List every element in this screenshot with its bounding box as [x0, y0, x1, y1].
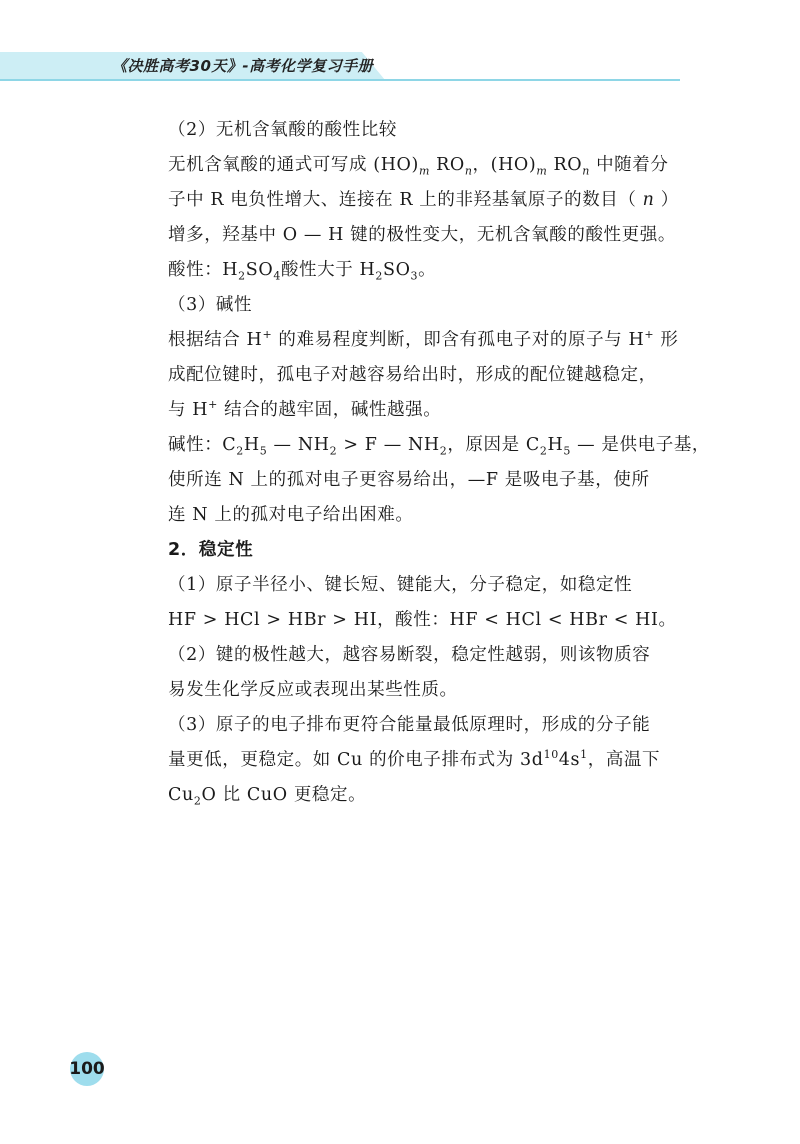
text-line: [168, 253, 688, 288]
page-header: [0, 52, 800, 82]
text-fragment: 2: [439, 444, 448, 458]
text-fragment: 5: [259, 444, 268, 458]
page-number-badge: 100: [70, 1052, 104, 1086]
text-fragment: 2: [193, 794, 202, 808]
text-line: [168, 743, 688, 778]
text-fragment: ，原因是 C: [447, 435, 540, 455]
text-fragment: H: [243, 435, 260, 455]
text-fragment: H: [547, 435, 564, 455]
text-fragment: 子中 R 电负性增大、连接在 R 上的非羟基氧原子的数目（: [168, 190, 643, 210]
text-line: （1）原子半径小、键长短、键能大，分子稳定，如稳定性: [168, 575, 633, 595]
text-fragment: +: [208, 398, 218, 412]
text-line: （2）无机含氧酸的酸性比较: [168, 120, 397, 140]
text-fragment: 1: [580, 748, 588, 762]
text-fragment: m: [536, 164, 548, 178]
text-fragment: ）: [654, 190, 679, 210]
text-line: 增多，羟基中 O — H 键的极性变大，无机含氧酸的酸性更强。: [168, 225, 676, 245]
text-fragment: SO: [382, 260, 411, 280]
text-line: （3）碱性: [168, 295, 253, 315]
text-line: （2）键的极性越大，越容易断裂，稳定性越弱，则该物质容: [168, 645, 651, 665]
book-title: 《决胜高考30天》-高考化学复习手册: [112, 57, 374, 75]
text-fragment: 无机含氧酸的通式可写成 (HO): [168, 155, 419, 175]
text-fragment: 的难易程度判断，即含有孤电子对的原子与 H: [272, 330, 645, 350]
text-fragment: ，(HO): [472, 155, 537, 175]
text-fragment: 2: [539, 444, 548, 458]
text-line: （3）原子的电子排布更符合能量最低原理时，形成的分子能: [168, 715, 651, 735]
text-fragment: n: [642, 190, 655, 210]
text-fragment: 中随着分: [589, 155, 669, 175]
text-line: [168, 428, 711, 463]
text-fragment: 酸性：H: [168, 260, 239, 280]
text-fragment: 根据结合 H: [168, 330, 263, 350]
text-line: [168, 393, 688, 428]
text-line: [168, 183, 688, 218]
text-fragment: 2: [236, 444, 244, 458]
section-heading: 2．稳定性: [168, 540, 254, 560]
text-fragment: 2: [375, 269, 383, 283]
text-line: [168, 323, 688, 358]
text-fragment: RO: [429, 155, 465, 175]
text-fragment: 4: [273, 269, 281, 283]
text-fragment: 3: [410, 269, 419, 283]
text-line: [168, 778, 688, 813]
text-fragment: 5: [563, 444, 571, 458]
text-fragment: SO: [245, 260, 274, 280]
text-fragment: 量更低，更稳定。如 Cu 的价电子排布式为 3d: [168, 750, 544, 770]
text-fragment: 4s: [558, 750, 581, 770]
page-body: [168, 113, 711, 813]
text-line: HF > HCl > HBr > HI，酸性：HF < HCl < HBr < HI。: [168, 610, 677, 630]
text-line: 成配位键时，孤电子对越容易给出时，形成的配位键越稳定，: [168, 365, 657, 385]
text-fragment: +: [262, 328, 273, 342]
text-fragment: 碱性：C: [168, 435, 237, 455]
text-line: [168, 148, 688, 183]
text-fragment: 2: [329, 444, 338, 458]
text-line: 连 N 上的孤对电子给出困难。: [168, 505, 414, 525]
text-fragment: 酸性大于 H: [280, 260, 376, 280]
text-fragment: — 是供电子基，: [571, 435, 711, 455]
text-fragment: 结合的越牢固，碱性越强。: [217, 400, 442, 420]
text-fragment: n: [582, 164, 590, 178]
text-fragment: 2: [238, 269, 246, 283]
text-fragment: Cu: [168, 785, 194, 805]
text-fragment: O 比 CuO 更稳定。: [201, 785, 367, 805]
text-line: 易发生化学反应或表现出某些性质。: [168, 680, 458, 700]
text-fragment: 形: [654, 330, 679, 350]
text-fragment: — NH: [267, 435, 330, 455]
text-line: 使所连 N 上的孤对电子更容易给出，—F 是吸电子基，使所: [168, 470, 650, 490]
text-fragment: RO: [547, 155, 583, 175]
text-fragment: m: [418, 164, 430, 178]
text-fragment: ，高温下: [587, 750, 661, 770]
text-fragment: +: [644, 328, 655, 342]
text-fragment: 10: [543, 748, 559, 762]
header-rule: [0, 79, 680, 81]
text-fragment: n: [464, 164, 473, 178]
text-fragment: > F — NH: [337, 435, 440, 455]
text-fragment: 。: [418, 260, 437, 280]
text-fragment: 与 H: [168, 400, 209, 420]
